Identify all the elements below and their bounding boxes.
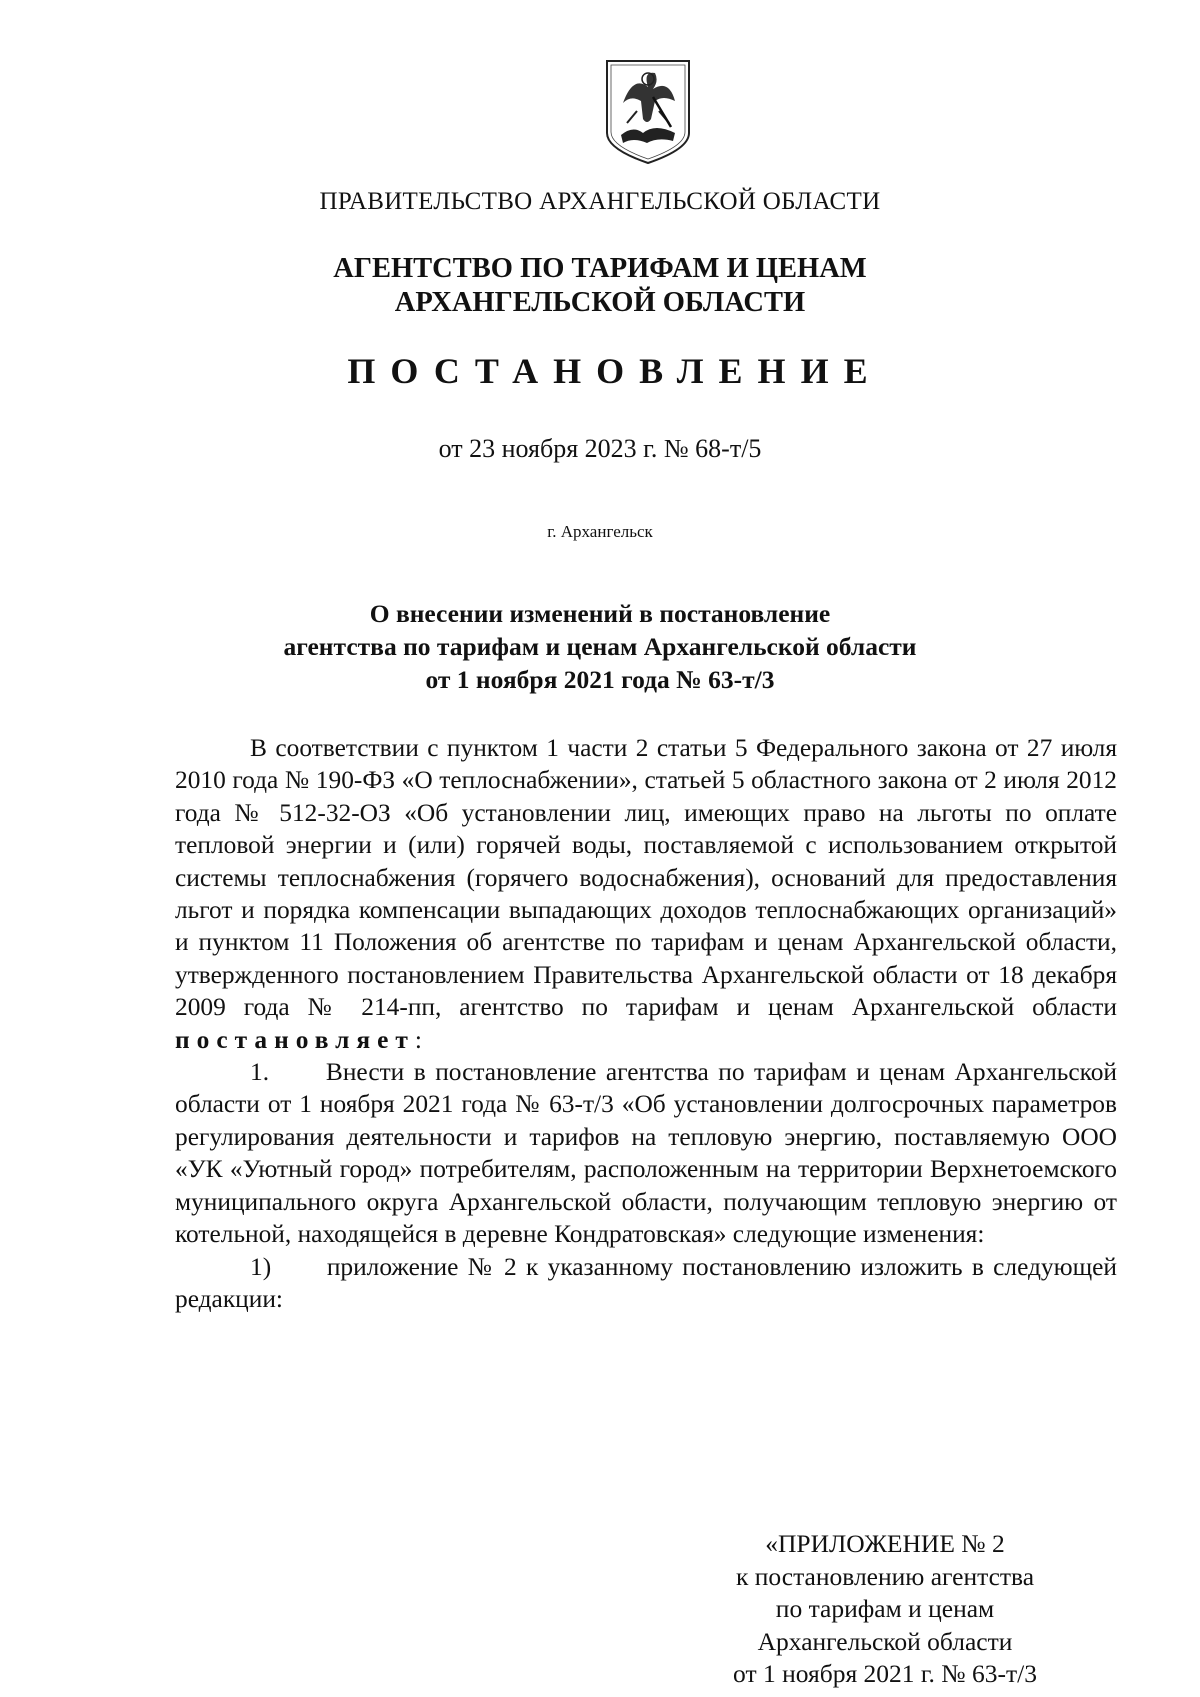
item-1-text: Внести в постановление агентства по тарифам и ценам Архангельской области от 1 ноября 2021 года № 63-т/3 «Об установлении долгосрочных параметров регулирования деятельности и тарифов на тепловую энергию, поставляемую ООО «УК «Уютный город» потребителям, расположенным на территории Верхнетоемского муниципального округа Архангельской области, получающим тепловую энергию от котельной, находящейся в деревне Кондратовская» следующие изменения:	[175, 1058, 1117, 1249]
agency-name-line2: АРХАНГЕЛЬСКОЙ ОБЛАСТИ	[394, 287, 806, 318]
item-1-paragraph	[175, 1056, 1117, 1250]
preamble-paragraph	[175, 732, 1117, 1056]
document-body	[175, 732, 1117, 1315]
document-city: г. Архангельск	[547, 522, 653, 541]
agency-name-line1: АГЕНТСТВО ПО ТАРИФАМ И ЦЕНАМ	[333, 253, 867, 284]
annex-line3: по тарифам и ценам	[775, 1594, 995, 1624]
item-1-number: 1.	[250, 1058, 270, 1087]
government-name: ПРАВИТЕЛЬСТВО АРХАНГЕЛЬСКОЙ ОБЛАСТИ	[319, 188, 881, 215]
subitem-1-paragraph	[175, 1251, 1117, 1316]
annex-line4: Архангельской области	[757, 1626, 1013, 1656]
agency-name	[0, 252, 1200, 320]
subitem-1-number: 1)	[250, 1252, 272, 1281]
subject-line3: от 1 ноября 2021 года № 63-т/3	[425, 665, 775, 694]
decrees-word: постановляет	[175, 1025, 415, 1054]
document-type-title: ПОСТАНОВЛЕНИЕ	[347, 351, 883, 391]
annex-line2: к постановлению агентства	[735, 1561, 1035, 1591]
annex-line5: от 1 ноября 2021 г. № 63-т/3	[733, 1659, 1037, 1689]
document-subject	[0, 597, 1200, 696]
subitem-1-text: приложение № 2 к указанному постановлению изложить в следующей редакции:	[175, 1252, 1117, 1313]
subject-line2: агентства по тарифам и ценам Архангельской области	[283, 632, 917, 661]
subject-line1: О внесении изменений в постановление	[369, 599, 831, 628]
preamble-text: В соответствии с пунктом 1 части 2 статьи 5 Федерального закона от 27 июля 2010 года № 190-ФЗ «О теплоснабжении», статьей 5 областного закона от 2 июля 2012 года № 512-32-ОЗ «Об установлении лиц, имеющих право на льготы по оплате тепловой энергии и (или) горячей воды, поставляемой с использованием открытой системы теплоснабжения (горячего водоснабжения), оснований для предоставления льгот и порядка компенсации выпадающих доходов теплоснабжающих организаций» и пунктом 11 Положения об агентстве по тарифам и ценам Архангельской области, утвержденного постановлением Правительства Архангельской области от 18 декабря 2009 года № 214-пп, агентство по тарифам и ценам Архангельской области	[175, 734, 1117, 1022]
coat-of-arms-icon	[603, 57, 693, 167]
decrees-colon: :	[414, 1025, 422, 1054]
annex-line1: «ПРИЛОЖЕНИЕ № 2	[765, 1529, 1005, 1558]
annex-header	[700, 1528, 1070, 1691]
document-date-number: от 23 ноября 2023 г. № 68-т/5	[438, 434, 762, 463]
